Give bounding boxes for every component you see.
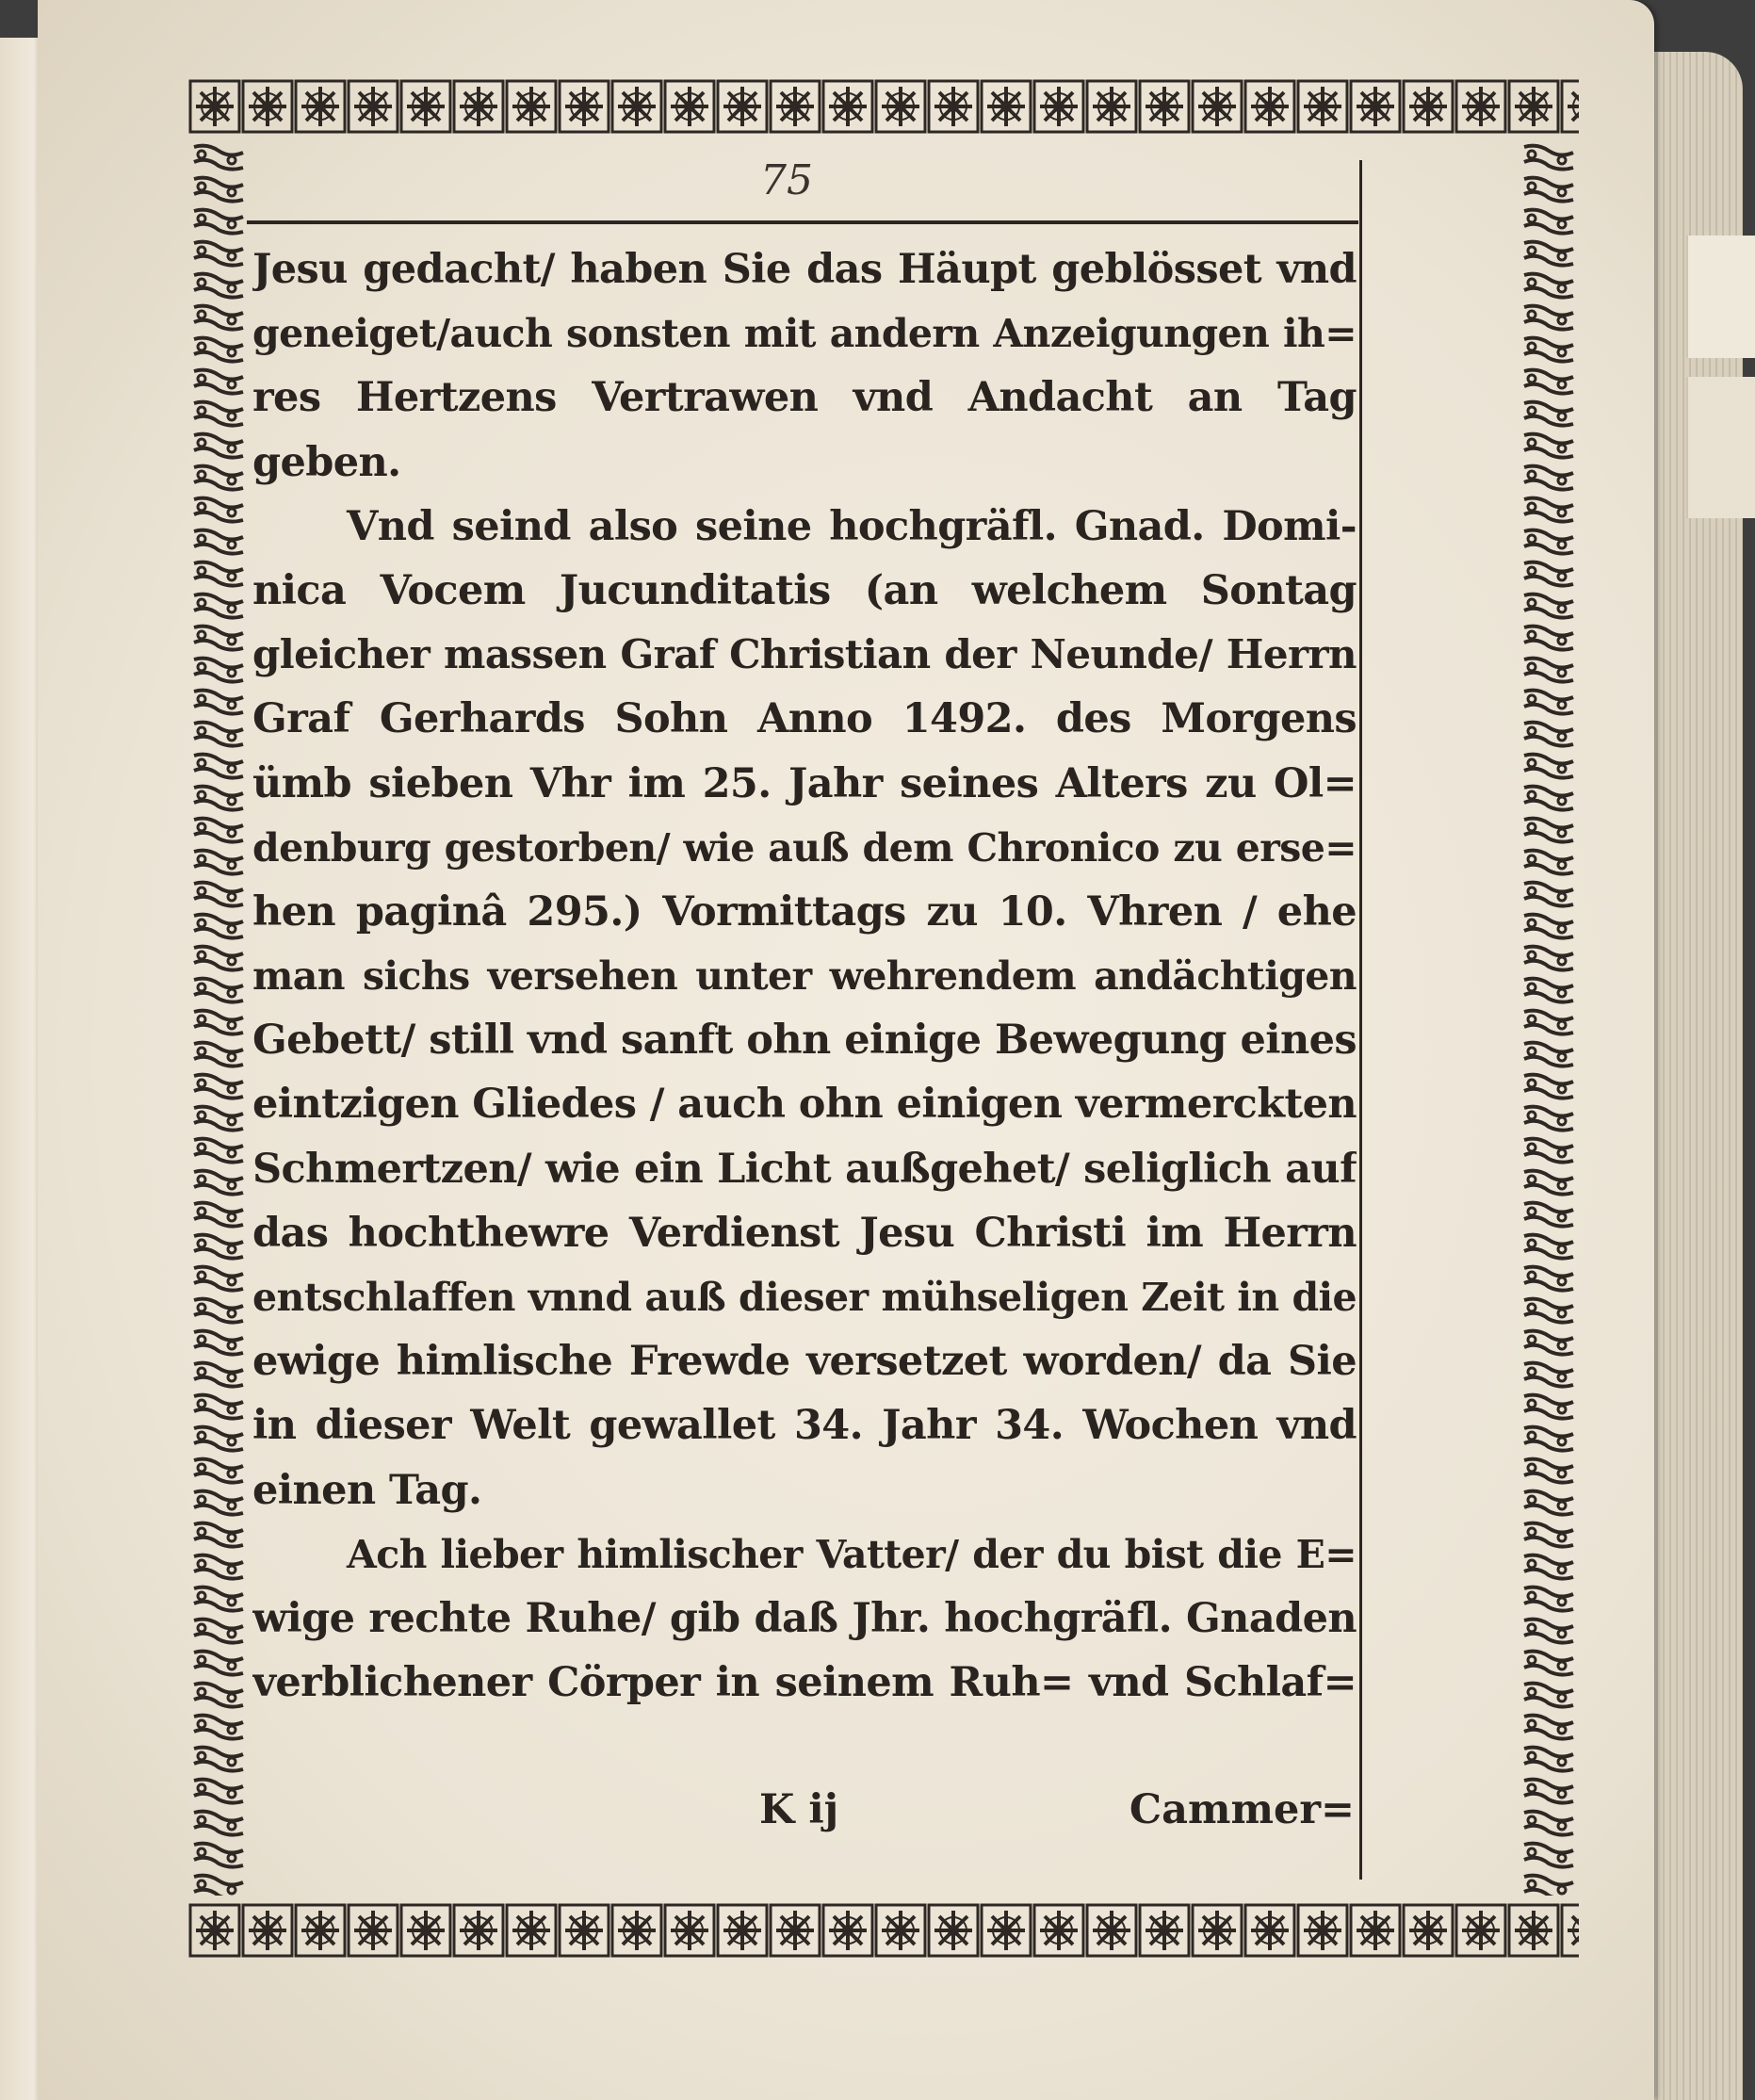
text-line: Schmertzen/ wie ein Licht außgehet/ seliglich auf bbox=[252, 1145, 1357, 1193]
body-text bbox=[252, 237, 1357, 1715]
text-line: ümb sieben Vhr im 25. Jahr seines Alters zu Ol= bbox=[252, 759, 1357, 807]
text-line: geneiget/auch sonsten mit andern Anzeigungen ih= bbox=[252, 311, 1357, 357]
page-number: 75 bbox=[760, 156, 813, 204]
text-line: Gebett/ still vnd sanft ohn einige Bewegung eines bbox=[252, 1017, 1357, 1065]
text-line: eintzigen Gliedes / auch ohn einigen vermerckten bbox=[252, 1081, 1357, 1129]
text-line: Ach lieber himlischer Vatter/ der du bist die E= bbox=[347, 1531, 1357, 1577]
page-stack-edges bbox=[1639, 52, 1743, 2100]
text-line: einen Tag. bbox=[252, 1466, 482, 1514]
text-line: ewige himlische Frewde versetzet worden/ da Sie bbox=[252, 1338, 1357, 1386]
ornament-border-top bbox=[188, 77, 1579, 136]
text-line: res Hertzens Vertrawen vnd Andacht an Tag bbox=[252, 374, 1357, 422]
text-line: nica Vocem Jucunditatis (an welchem Sontag bbox=[252, 566, 1357, 614]
bookmark-tab bbox=[1686, 236, 1755, 358]
signature-mark: K ij bbox=[759, 1786, 839, 1833]
text-line: geben. bbox=[252, 438, 401, 486]
text-line: gleicher massen Graf Christian der Neunde/ Herrn bbox=[252, 631, 1357, 678]
text-line: entschlaffen vnnd auß dieser mühseligen Zeit in die bbox=[252, 1275, 1357, 1320]
ornament-border-bottom bbox=[188, 1901, 1579, 1960]
text-line: in dieser Welt gewallet 34. Jahr 34. Wochen vnd bbox=[252, 1402, 1357, 1450]
text-line: verblichener Cörper in seinem Ruh= vnd Schlaf= bbox=[252, 1659, 1357, 1707]
bookmark-tab bbox=[1686, 377, 1755, 518]
text-line: hen paginâ 295.) Vormittags zu 10. Vhren / ehe bbox=[252, 887, 1357, 936]
catchword: Cammer= bbox=[1129, 1786, 1355, 1833]
text-block bbox=[247, 141, 1358, 1894]
text-line: man sichs versehen unter wehrendem andächtigen bbox=[252, 953, 1357, 1000]
text-line: wige rechte Ruhe/ gib daß Jhr. hochgräfl. Gnaden bbox=[252, 1594, 1357, 1642]
ornament-border-left bbox=[188, 77, 249, 1962]
header-rule bbox=[247, 220, 1358, 224]
ornament-border-right bbox=[1519, 77, 1579, 1962]
text-line: Graf Gerhards Sohn Anno 1492. des Morgens bbox=[252, 695, 1357, 743]
text-line: Vnd seind also seine hochgräfl. Gnad. Domi- bbox=[347, 502, 1357, 550]
page-footer bbox=[247, 1786, 1355, 1848]
text-line: Jesu gedacht/ haben Sie das Häupt geblösset vnd bbox=[252, 246, 1357, 293]
column-rule bbox=[1359, 160, 1362, 1880]
text-line: das hochthewre Verdienst Jesu Christi im Herrn bbox=[252, 1209, 1357, 1257]
text-line: denburg gestorben/ wie auß dem Chronico zu erse= bbox=[252, 824, 1357, 871]
